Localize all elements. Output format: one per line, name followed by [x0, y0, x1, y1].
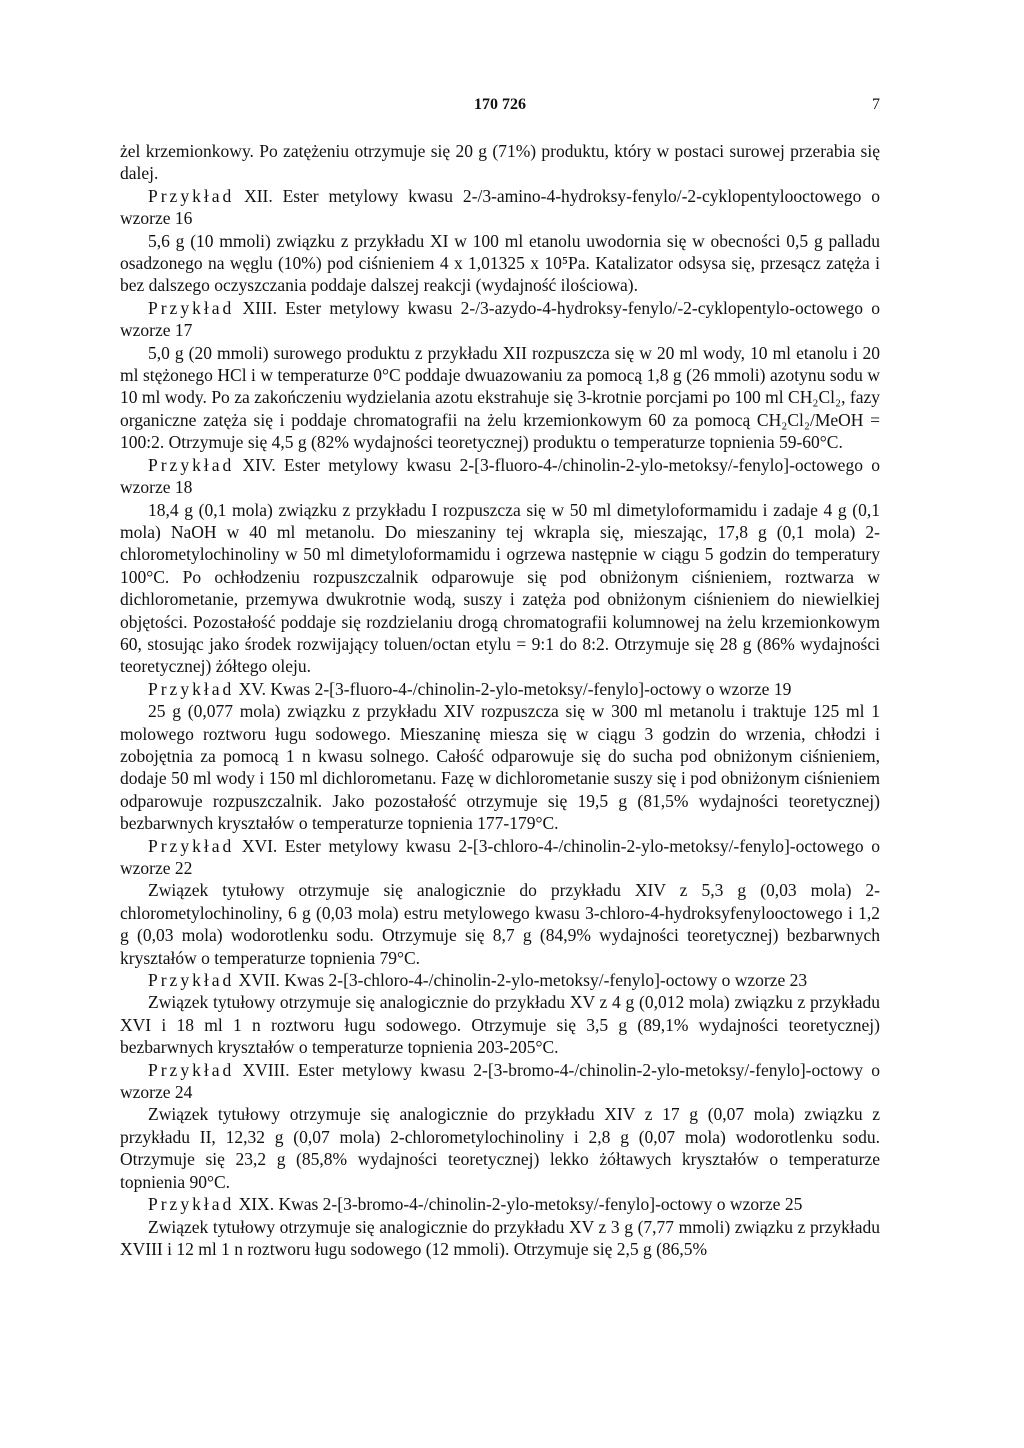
page-header: [120, 96, 880, 118]
example-heading: [120, 454, 880, 499]
example-heading: [120, 835, 880, 880]
paragraph: Związek tytułowy otrzymuje się analogicznie do przykładu XIV z 5,3 g (0,03 mola) 2-chlorometylochinoliny, 6 g (0,03 mola) estru metylowego kwasu 3-chloro-4-hydroksyfenylooctowego i 1,2 g (0,03 mola) wodorotlenku sodu. Otrzymuje się 8,7 g (84,9% wydajności teoretycznej) bezbarwnych kryształów o temperaturze topnienia 79°C.: [120, 880, 880, 968]
example-title: XII. Ester metylowy kwasu 2-/3-amino-4-hydroksy-fenylo/-2-cyklopentylooctowego o wzorze 16: [120, 185, 880, 229]
example-label: Przykład: [148, 678, 235, 699]
paragraph: 5,0 g (20 mmoli) surowego produktu z przykładu XII rozpuszcza się w 20 ml wody, 10 ml etanolu i 20 ml stężonego HCl i w temperaturze 0°C poddaje dwuazowaniu za pomocą 1,8 g (26 mmoli) azotynu sodu w 10 ml wody. Po za zakończeniu wydzielania azotu ekstrahuje się 3-krotnie porcjami po 100 ml CH₂Cl₂, fazy organiczne zatęża się i poddaje chromatografii na żelu krzemionkowym 60 za pomocą CH₂Cl₂/MeOH = 100:2. Otrzymuje się 4,5 g (82% wydajności teoretycznej) produktu o temperaturze topnienia 59-60°C.: [120, 342, 880, 453]
example-title: XVI. Ester metylowy kwasu 2-[3-chloro-4-/chinolin-2-ylo-metoksy/-fenylo]-octowego o wzorze 22: [120, 835, 880, 878]
paragraph: 18,4 g (0,1 mola) związku z przykładu I rozpuszcza się w 50 ml dimetyloformamidu i zadaje 4 g (0,1 mola) NaOH w 40 ml metanolu. Do mieszaniny tej wkrapla się, mieszając, 17,8 g (0,1 mola) 2-chlorometylochinoliny w 50 ml dimetyloformamidu i ogrzewa następnie w ciągu 5 godzin do temperatury 100°C. Po ochłodzeniu rozpuszczalnik odparowuje się pod obniżonym ciśnieniem, roztwarza w dichlorometanie, przemywa dwukrotnie wodą, suszy i zatęża pod obniżonym ciśnieniem do niewielkiej objętości. Pozostałość poddaje się rozdzielaniu drogą chromatografii kolumnowej na żelu krzemionkowym 60, stosując jako środek rozwijający toluen/octan etylu = 9:1 do 8:2. Otrzymuje się 28 g (86% wydajności teoretycznej) żółtego oleju.: [120, 499, 880, 677]
example-title: XV. Kwas 2-[3-fluoro-4-/chinolin-2-ylo-metoksy/-fenylo]-octowy o wzorze 19: [234, 678, 792, 699]
paragraph: żel krzemionkowy. Po zatężeniu otrzymuje się 20 g (71%) produktu, który w postaci surowej przerabia się dalej.: [120, 141, 880, 184]
example-heading: [120, 185, 880, 230]
example-heading: [120, 1193, 880, 1215]
page-number: 7: [872, 96, 880, 113]
example-heading: [120, 297, 880, 342]
example-label: Przykład: [148, 970, 235, 991]
document-number: 170 726: [474, 96, 526, 113]
example-heading: [120, 1059, 880, 1104]
paragraph: Związek tytułowy otrzymuje się analogicznie do przykładu XV z 4 g (0,012 mola) związku z przykładu XVI i 18 ml 1 n roztworu ługu sodowego. Otrzymuje się 3,5 g (89,1% wydajności teoretycznej) bezbarwnych kryształów o temperaturze topnienia 203-205°C.: [120, 992, 880, 1058]
example-label: Przykład: [148, 1194, 235, 1215]
example-label: Przykład: [148, 835, 235, 856]
example-heading: [120, 969, 880, 991]
example-title: XVII. Kwas 2-[3-chloro-4-/chinolin-2-ylo-metoksy/-fenylo]-octowy o wzorze 23: [234, 970, 808, 991]
example-heading: [120, 678, 880, 700]
example-title: XVIII. Ester metylowy kwasu 2-[3-bromo-4-/chinolin-2-ylo-metoksy/-fenylo]-octowy o wzorze 24: [120, 1059, 880, 1103]
example-title: XIV. Ester metylowy kwasu 2-[3-fluoro-4-/chinolin-2-ylo-metoksy/-fenylo]-octowego o wzorze 18: [120, 454, 880, 498]
example-title: XIII. Ester metylowy kwasu 2-/3-azydo-4-hydroksy-fenylo/-2-cyklopentylo-octowego o wzorze 17: [120, 297, 880, 341]
document-body: [120, 140, 880, 1260]
example-label: Przykład: [148, 185, 235, 206]
paragraph: Związek tytułowy otrzymuje się analogicznie do przykładu XIV z 17 g (0,07 mola) związku z przykładu II, 12,32 g (0,07 mola) 2-chlorometylochinoliny i 2,8 g (0,07 mola) wodorotlenku sodu. Otrzymuje się 23,2 g (85,8% wydajności teoretycznej) lekko żółtawych kryształów o temperaturze topnienia 90°C.: [120, 1104, 880, 1192]
example-label: Przykład: [148, 1059, 235, 1080]
example-label: Przykład: [148, 297, 235, 318]
paragraph: 25 g (0,077 mola) związku z przykładu XIV rozpuszcza się w 300 ml metanolu i traktuje 125 ml 1 molowego roztworu ługu sodowego. Mieszaninę miesza się w ciągu 3 godzin do wrzenia, chłodzi i zobojętnia za pomocą 1 n kwasu solnego. Całość odparowuje się do sucha pod obniżonym ciśnieniem, dodaje 50 ml wody i 150 ml dichlorometanu. Fazę w dichlorometanie suszy się i pod obniżonym ciśnieniem odparowuje rozpuszczalnik. Jako pozostałość otrzymuje się 19,5 g (81,5% wydajności teoretycznej) bezbarwnych kryształów o temperaturze topnienia 177-179°C.: [120, 701, 880, 834]
example-title: XIX. Kwas 2-[3-bromo-4-/chinolin-2-ylo-metoksy/-fenylo]-octowy o wzorze 25: [234, 1194, 803, 1215]
paragraph: 5,6 g (10 mmoli) związku z przykładu XI w 100 ml etanolu uwodornia się w obecności 0,5 g palladu osadzonego na węglu (10%) pod ciśnieniem 4 x 1,01325 x 10⁵Pa. Katalizator odsysa się, przesącz zatęża i bez dalszego oczyszczania poddaje dalszej reakcji (wydajność ilościowa).: [120, 230, 880, 296]
paragraph: Związek tytułowy otrzymuje się analogicznie do przykładu XV z 3 g (7,77 mmoli) związku z przykładu XVIII i 12 ml 1 n roztworu ługu sodowego (12 mmoli). Otrzymuje się 2,5 g (86,5%: [120, 1216, 880, 1259]
example-label: Przykład: [148, 454, 235, 475]
